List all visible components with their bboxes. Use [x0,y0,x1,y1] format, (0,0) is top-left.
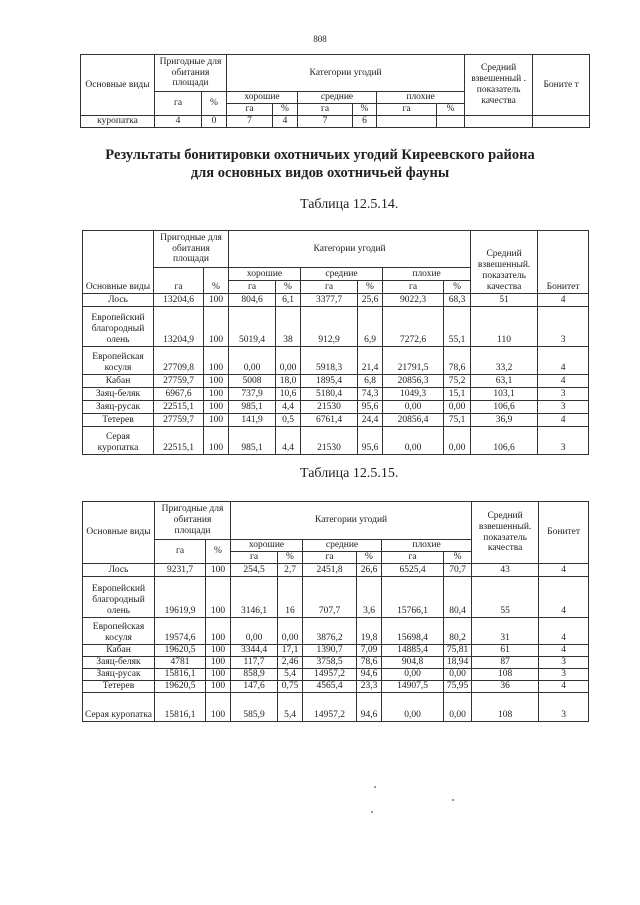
table-cell: 0,00 [444,427,471,455]
table-cell: 68,3 [444,294,471,307]
table-cell: 3344,4 [231,645,278,657]
table-cell: 6,8 [358,375,383,388]
table-row [83,401,589,414]
table-cell: 6967,6 [154,388,204,401]
header-ha: га [298,104,353,116]
table-cell: 100 [206,681,231,693]
table-cell: 14907,5 [382,681,444,693]
header-good: хорошие [231,540,303,552]
table-cell: 7 [227,116,273,128]
table-cell: 912,9 [301,307,358,347]
table-row [83,294,589,307]
page-number: 808 [313,34,327,44]
table-cell: 95,6 [358,401,383,414]
table-cell: 13204,9 [154,307,204,347]
header-categories: Категории угодий [227,55,465,92]
header-avg: Средний взвешенный. показатель качества [472,502,539,564]
table-cell: 9022,3 [383,294,444,307]
table-cell: 0,00 [382,669,444,681]
table-cell: 19619,9 [155,577,206,618]
table-row [83,577,589,618]
table-cell: 4 [538,414,589,427]
table-cell: 10,6 [276,388,301,401]
header-pct: % [278,552,303,564]
table-cell: 4 [273,116,298,128]
table-cell: 23,3 [357,681,382,693]
table-cell: 4 [539,645,589,657]
table-cell: 20856,3 [383,375,444,388]
table-row [83,669,589,681]
table-cell [377,116,437,128]
table-cell [437,116,465,128]
header-pct: % [358,281,383,294]
table-cell: 3 [538,401,589,414]
table-cell: 3 [539,657,589,669]
species-name-cell: Заяц-беляк [83,388,154,401]
table-cell: 27709,8 [154,347,204,375]
table-cell: 14885,4 [382,645,444,657]
species-name-cell: Кабан [83,645,155,657]
header-pct: % [353,104,377,116]
table-cell: 95,6 [358,427,383,455]
table-cell: 15766,1 [382,577,444,618]
table-cell: 75,2 [444,375,471,388]
table-cell: 0,00 [444,693,472,722]
header-pct: % [273,104,298,116]
header-bonitet: Бонитет [539,502,589,564]
header-ha: га [383,281,444,294]
heading-line: для основных видов охотничьей фауны [190,165,450,181]
table-cell: 0,00 [231,618,278,645]
header-poor: плохие [377,92,465,104]
header-species: Основные виды [83,502,155,564]
table-cell: 19574,6 [155,618,206,645]
table-cell: 4 [538,375,589,388]
section-heading [60,146,580,182]
header-pct: % [202,92,227,116]
table-cell: 43 [472,564,539,577]
table-cell: 4 [155,116,202,128]
table-cell: 18,0 [276,375,301,388]
table-cell: 106,6 [471,401,538,414]
table-cell: 38 [276,307,301,347]
header-poor: плохие [382,540,472,552]
table-cell: куропатка [81,116,155,128]
table-caption: Таблица 12.5.15. [300,466,399,481]
table-cell: 75,1 [444,414,471,427]
header-avg: Средний взвешенный . показатель качества [465,55,533,116]
table-cell: 3 [538,427,589,455]
table-cell: 100 [204,427,229,455]
header-ha: га [229,281,276,294]
table-row [83,564,589,577]
table-cell: 0,00 [383,427,444,455]
table-cell: 254,5 [231,564,278,577]
table-cell: 63,1 [471,375,538,388]
table-cell: 9231,7 [155,564,206,577]
table-cell: 6,1 [276,294,301,307]
table-cell: 3758,5 [303,657,357,669]
header-pct: % [444,552,472,564]
header-ha: га [301,281,358,294]
header-suitable: Пригодные для обитания площади [154,231,229,268]
table-cell: 21530 [301,401,358,414]
table-row [83,618,589,645]
table-cell: 4 [539,564,589,577]
table-row [83,347,589,375]
table-cell: 100 [206,657,231,669]
table-cell: 18,94 [444,657,472,669]
table-cell: 4 [538,347,589,375]
table-cell: 3146,1 [231,577,278,618]
table-cell: 22515,1 [154,401,204,414]
table-cell: 13204,6 [154,294,204,307]
table-cell: 100 [206,577,231,618]
header-species: Основные виды [83,231,154,294]
table-cell: 4565,4 [303,681,357,693]
table-row [83,307,589,347]
header-categories: Категории угодий [229,231,471,268]
table-cell [533,116,590,128]
species-name-cell: Тетерев [83,681,155,693]
table-cell: 51 [471,294,538,307]
table-cell: 4,4 [276,427,301,455]
table-row [81,116,590,128]
table-cell: 19620,5 [155,645,206,657]
header-avg: Средний взвешенный. показатель качества [471,231,538,294]
table-cell: 17,1 [278,645,303,657]
species-name-cell: Заяц-русак [83,401,154,414]
table-cell: 24,4 [358,414,383,427]
header-ha: га [154,268,204,294]
table-cell: 19620,5 [155,681,206,693]
header-ha: га [227,104,273,116]
species-name-cell: Европейская косуля [83,618,155,645]
table-cell: 100 [206,618,231,645]
table-cell: 737,9 [229,388,276,401]
table-cell: 0,00 [229,347,276,375]
table-cell: 858,9 [231,669,278,681]
table-cell: 16 [278,577,303,618]
table-cell: 87 [472,657,539,669]
table-cell: 0,5 [276,414,301,427]
table-cell [465,116,533,128]
table-cell: 3 [539,669,589,681]
header-suitable: Пригодные для обитания площади [155,55,227,92]
table-cell: 7272,6 [383,307,444,347]
table-cell: 6761,4 [301,414,358,427]
header-pct: % [204,268,229,294]
table-cell: 94,6 [357,693,382,722]
table-cell: 100 [206,669,231,681]
table-cell: 78,6 [444,347,471,375]
table-cell: 21530 [301,427,358,455]
table-cell: 110 [471,307,538,347]
header-medium: средние [303,540,382,552]
table-cell: 985,1 [229,401,276,414]
table-cell: 1895,4 [301,375,358,388]
table-cell: 1049,3 [383,388,444,401]
table-cell: 74,3 [358,388,383,401]
table-cell: 61 [472,645,539,657]
table-cell: 3 [538,388,589,401]
table-row [83,427,589,455]
species-name-cell: Лось [83,564,155,577]
table-cell: 0,75 [278,681,303,693]
table-cell: 4 [539,618,589,645]
table-cell: 33,2 [471,347,538,375]
table-row [83,414,589,427]
scan-speck [452,799,454,801]
table-cell: 0,00 [444,669,472,681]
table-cell: 25,6 [358,294,383,307]
table-cell: 26,6 [357,564,382,577]
header-pct: % [206,540,231,564]
table-cell: 0,00 [444,401,471,414]
table-cell: 985,1 [229,427,276,455]
heading-line: Результаты бонитировки охотничьих угодий Киреевского района [105,147,535,163]
table-cell: 141,9 [229,414,276,427]
header-ha: га [155,92,202,116]
table-row [83,657,589,669]
table-cell: 0,00 [278,618,303,645]
table-cell: 4,4 [276,401,301,414]
table-cell: 80,2 [444,618,472,645]
species-name-cell: Лось [83,294,154,307]
table-cell: 0,00 [276,347,301,375]
table-cell: 3 [538,307,589,347]
table-cell: 4781 [155,657,206,669]
table-row [83,681,589,693]
bonitet-table-1 [82,230,589,455]
table-cell: 100 [206,645,231,657]
species-name-cell: Заяц-беляк [83,657,155,669]
top-fragment-table [80,54,590,128]
header-categories: Категории угодий [231,502,472,540]
table-cell: 70,7 [444,564,472,577]
table-cell: 6525,4 [382,564,444,577]
table-cell: 4 [538,294,589,307]
header-suitable: Пригодные для обитания площади [155,502,231,540]
table-cell: 7,09 [357,645,382,657]
table-cell: 21,4 [358,347,383,375]
table-cell: 27759,7 [154,375,204,388]
header-species: Основные виды [81,55,155,116]
species-name-cell: Серая куропатка [83,427,154,455]
table-cell: 2,7 [278,564,303,577]
table-cell: 0,00 [382,693,444,722]
table-cell: 22515,1 [154,427,204,455]
table-cell: 5,4 [278,693,303,722]
table-row [83,375,589,388]
table-cell: 36,9 [471,414,538,427]
scan-speck [374,786,376,788]
table-cell: 78,6 [357,657,382,669]
table-cell: 100 [204,388,229,401]
table-cell: 20856,4 [383,414,444,427]
table-cell: 2451,8 [303,564,357,577]
table-cell: 0 [202,116,227,128]
table-row [83,693,589,722]
table-cell: 15,1 [444,388,471,401]
table-cell: 3 [539,693,589,722]
table-cell: 100 [206,693,231,722]
table-cell: 804,6 [229,294,276,307]
table-cell: 15698,4 [382,618,444,645]
header-medium: средние [301,268,383,281]
table-cell: 2,46 [278,657,303,669]
header-ha: га [377,104,437,116]
table-caption: Таблица 12.5.14. [300,197,399,212]
table-cell: 94,6 [357,669,382,681]
header-bonitet: Бонитет [538,231,589,294]
header-ha: га [303,552,357,564]
table-cell: 103,1 [471,388,538,401]
table-row [83,645,589,657]
table-cell: 14957,2 [303,669,357,681]
header-ha: га [231,552,278,564]
table-cell: 7 [298,116,353,128]
species-name-cell: Заяц-русак [83,669,155,681]
table-cell: 36 [472,681,539,693]
species-name-cell: Европейская косуля [83,347,154,375]
table-cell: 80,4 [444,577,472,618]
table-cell: 3876,2 [303,618,357,645]
table-cell: 4 [539,577,589,618]
table-cell: 108 [472,693,539,722]
header-pct: % [437,104,465,116]
table-cell: 707,7 [303,577,357,618]
table-cell: 0,00 [383,401,444,414]
table-cell: 117,7 [231,657,278,669]
table-cell: 15816,1 [155,669,206,681]
table-cell: 75,81 [444,645,472,657]
header-good: хорошие [227,92,298,104]
table-cell: 100 [204,347,229,375]
header-bonitet: Боните т [533,55,590,116]
table-cell: 3,6 [357,577,382,618]
table-cell: 100 [204,414,229,427]
table-cell: 31 [472,618,539,645]
header-pct: % [357,552,382,564]
species-name-cell: Европейский благородный олень [83,577,155,618]
header-pct: % [444,281,471,294]
table-cell: 5008 [229,375,276,388]
table-cell: 106,6 [471,427,538,455]
table-cell: 55,1 [444,307,471,347]
bonitet-table-2 [82,501,589,722]
table-cell: 14957,2 [303,693,357,722]
header-medium: средние [298,92,377,104]
table-cell: 3377,7 [301,294,358,307]
table-cell: 1390,7 [303,645,357,657]
header-ha: га [155,540,206,564]
header-pct: % [276,281,301,294]
header-ha: га [382,552,444,564]
species-name-cell: Тетерев [83,414,154,427]
table-cell: 15816,1 [155,693,206,722]
table-cell: 19,8 [357,618,382,645]
table-cell: 4 [539,681,589,693]
table-cell: 27759,7 [154,414,204,427]
table-cell: 100 [204,375,229,388]
table-cell: 100 [204,401,229,414]
table-cell: 5918,3 [301,347,358,375]
header-good: хорошие [229,268,301,281]
table-cell: 6 [353,116,377,128]
table-cell: 100 [204,307,229,347]
species-name-cell: Европейский благородный олень [83,307,154,347]
scan-speck [371,811,373,813]
table-cell: 147,6 [231,681,278,693]
table-row [83,388,589,401]
table-cell: 55 [472,577,539,618]
table-cell: 75,95 [444,681,472,693]
table-cell: 5,4 [278,669,303,681]
table-cell: 585,9 [231,693,278,722]
table-cell: 100 [206,564,231,577]
species-name-cell: Кабан [83,375,154,388]
table-cell: 5180,4 [301,388,358,401]
table-cell: 21791,5 [383,347,444,375]
table-cell: 5019,4 [229,307,276,347]
table-cell: 904,8 [382,657,444,669]
table-cell: 6,9 [358,307,383,347]
table-cell: 108 [472,669,539,681]
header-poor: плохие [383,268,471,281]
species-name-cell: Серая куропатка [83,693,155,722]
table-cell: 100 [204,294,229,307]
